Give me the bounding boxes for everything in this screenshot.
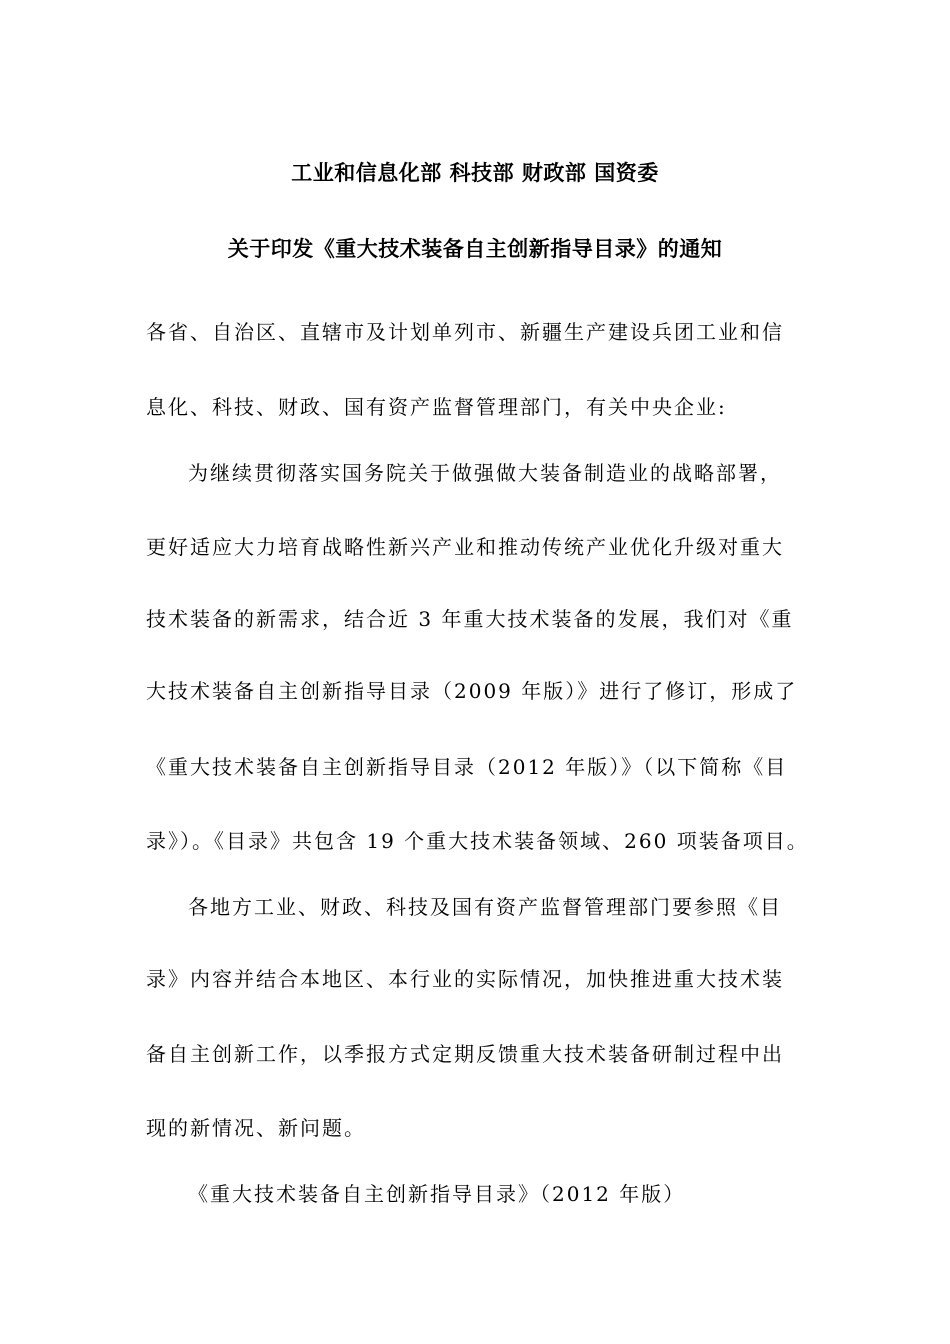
paragraph-1-line-5: 《重大技术装备自主创新指导目录（2012 年版）》（以下简称《目 bbox=[146, 755, 788, 779]
paragraph-1-line-6: 录》）。《目录》共包含 19 个重大技术装备领域、260 项装备项目。 bbox=[146, 829, 809, 853]
paragraph-1-line-2: 更好适应大力培育战略性新兴产业和推动传统产业优化升级对重大 bbox=[146, 535, 784, 559]
paragraph-2-line-4: 现的新情况、新问题。 bbox=[146, 1116, 366, 1140]
document-title-notice: 关于印发《重大技术装备自主创新指导目录》的通知 bbox=[227, 237, 723, 261]
document-title-issuers: 工业和信息化部 科技部 财政部 国资委 bbox=[291, 161, 659, 185]
paragraph-1-line-1: 为继续贯彻落实国务院关于做强做大装备制造业的战略部署， bbox=[188, 461, 782, 485]
catalog-title-line: 《重大技术装备自主创新指导目录》（2012 年版） bbox=[188, 1182, 686, 1206]
salutation-line-1: 各省、自治区、直辖市及计划单列市、新疆生产建设兵团工业和信 bbox=[146, 320, 784, 344]
paragraph-2-line-1: 各地方工业、财政、科技及国有资产监督管理部门要参照《目 bbox=[188, 895, 782, 919]
paragraph-2-line-3: 备自主创新工作，以季报方式定期反馈重大技术装备研制过程中出 bbox=[146, 1042, 784, 1066]
paragraph-2-line-2: 录》内容并结合本地区、本行业的实际情况，加快推进重大技术装 bbox=[146, 967, 784, 991]
paragraph-1-line-4: 大技术装备自主创新指导目录（2009 年版）》进行了修订，形成了 bbox=[146, 679, 798, 703]
paragraph-1-line-3: 技术装备的新需求，结合近 3 年重大技术装备的发展，我们对《重 bbox=[146, 607, 794, 631]
salutation-line-2: 息化、科技、财政、国有资产监督管理部门，有关中央企业: bbox=[146, 395, 727, 419]
